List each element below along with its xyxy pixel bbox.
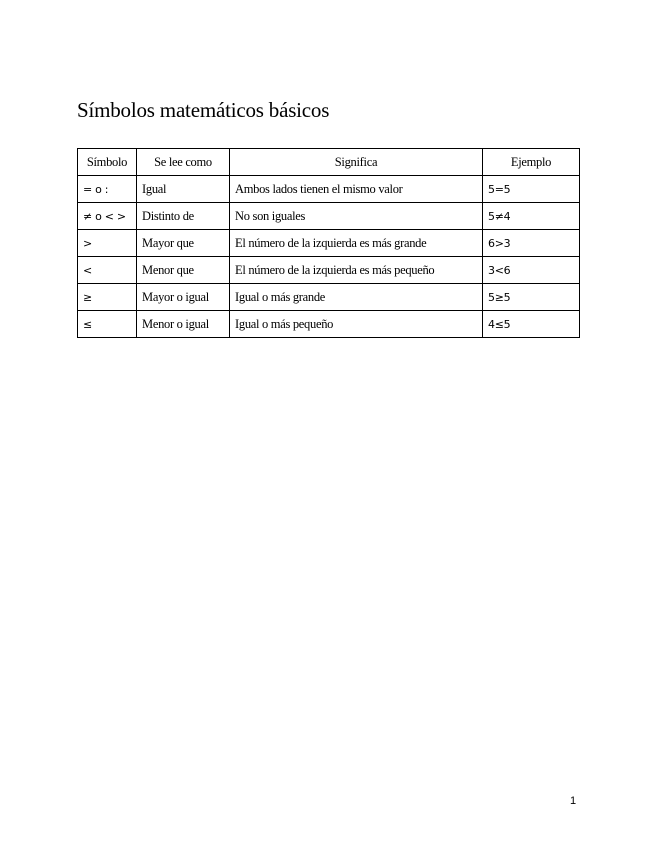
table-row xyxy=(78,230,580,257)
cell-example: 4≤5 xyxy=(483,311,580,338)
cell-example: 5≠4 xyxy=(483,203,580,230)
cell-read-as: Mayor que xyxy=(137,230,230,257)
symbols-table xyxy=(77,148,580,338)
cell-example: 6>3 xyxy=(483,230,580,257)
table-row xyxy=(78,176,580,203)
cell-symbol: ≤ xyxy=(78,311,137,338)
header-read-as: Se lee como xyxy=(137,149,230,176)
page-number: 1 xyxy=(570,795,577,807)
table-row xyxy=(78,257,580,284)
cell-read-as: Menor que xyxy=(137,257,230,284)
table-row xyxy=(78,203,580,230)
cell-symbol: > xyxy=(78,230,137,257)
cell-meaning: No son iguales xyxy=(230,203,483,230)
cell-symbol: < xyxy=(78,257,137,284)
cell-meaning: El número de la izquierda es más grande xyxy=(230,230,483,257)
cell-example: 5≥5 xyxy=(483,284,580,311)
header-symbol: Símbolo xyxy=(78,149,137,176)
cell-symbol: ≠ o < > xyxy=(78,203,137,230)
cell-read-as: Mayor o igual xyxy=(137,284,230,311)
table-header-row xyxy=(78,149,580,176)
cell-symbol: = o : xyxy=(78,176,137,203)
header-example: Ejemplo xyxy=(483,149,580,176)
cell-read-as: Distinto de xyxy=(137,203,230,230)
page-title: Símbolos matemáticos básicos xyxy=(77,98,330,122)
cell-example: 5=5 xyxy=(483,176,580,203)
header-meaning: Significa xyxy=(230,149,483,176)
cell-meaning: Ambos lados tienen el mismo valor xyxy=(230,176,483,203)
cell-meaning: Igual o más pequeño xyxy=(230,311,483,338)
cell-example: 3<6 xyxy=(483,257,580,284)
cell-read-as: Menor o igual xyxy=(137,311,230,338)
cell-symbol: ≥ xyxy=(78,284,137,311)
cell-meaning: El número de la izquierda es más pequeño xyxy=(230,257,483,284)
table-row xyxy=(78,311,580,338)
cell-meaning: Igual o más grande xyxy=(230,284,483,311)
table-row xyxy=(78,284,580,311)
cell-read-as: Igual xyxy=(137,176,230,203)
